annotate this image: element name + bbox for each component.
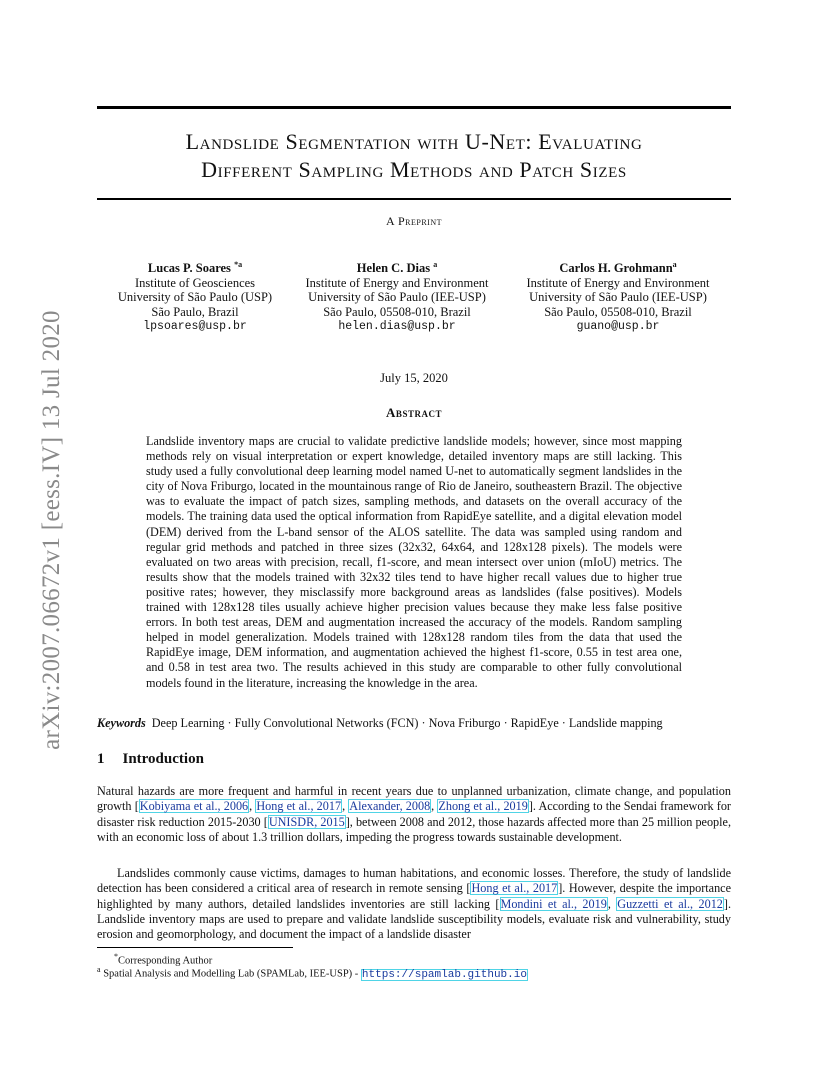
author-university: University of São Paulo (IEE-USP) — [308, 290, 486, 305]
citation-link[interactable]: UNISDR, 2015 — [268, 814, 345, 829]
footnote-lab: $^a$ Spatial Analysis and Modelling Lab (SPAMLab, IEE-USP) - https://spamlab.github.io — [97, 965, 527, 981]
body-paragraph: Natural hazards are more frequent and harmful in recent years due to unplanned urbanization, climate change, and population growth [Kobiyama et al., 2006, Hong et al., 2017, Alexander, 2008, Zhong et al., 2019]. According to the Sendai framework for disaster risk reduction 2015-2030 [UNISDR, 2015], between 2008 and 2012, those hazards affected more than 25 million people, with an economic loss of about 1.3 trillion dollars, impeding the progress towards sustainable development. — [97, 784, 731, 844]
author-affiliation: Institute of Geosciences — [134, 275, 256, 290]
paper-title — [97, 128, 731, 184]
author-name: Helen C. Dias $^a$ — [356, 260, 438, 276]
author-university: University of São Paulo (USP) — [117, 290, 273, 305]
author-name: Carlos H. Grohmann$^a$ — [559, 260, 677, 276]
author-marks: a — [433, 260, 438, 269]
author-block-2 — [294, 258, 500, 334]
section-title: Introduction — [122, 751, 204, 767]
title-line-1: Landslide Segmentation with U-Net: Evaluating — [185, 129, 643, 154]
author-email[interactable]: lpsoares@usp.br — [143, 319, 247, 333]
lab-url-link[interactable]: https://spamlab.github.io — [361, 968, 527, 981]
author-address: São Paulo, Brazil — [151, 304, 239, 319]
citation-link[interactable]: Hong et al., 2017 — [471, 881, 558, 896]
keywords — [97, 716, 757, 731]
author-marks: a — [672, 260, 677, 269]
citation-link[interactable]: Mondini et al., 2019 — [500, 896, 607, 911]
title-bottom-rule — [97, 198, 731, 200]
citation-link[interactable]: Alexander, 2008 — [349, 799, 431, 814]
title-line-2: Different Sampling Methods and Patch Sizes — [201, 157, 627, 182]
author-email[interactable]: guano@usp.br — [576, 319, 660, 333]
author-block-1 — [97, 258, 293, 334]
author-address: São Paulo, 05508-010, Brazil — [544, 304, 692, 319]
publication-date: July 15, 2020 — [380, 371, 448, 385]
footnote-rule — [97, 947, 293, 948]
section-heading — [97, 751, 204, 768]
abstract-heading: Abstract — [386, 405, 442, 420]
author-email[interactable]: helen.dias@usp.br — [338, 319, 456, 333]
citation-link[interactable]: Zhong et al., 2019 — [438, 799, 528, 814]
keywords-text: Deep Learning · Fully Convolutional Networks (FCN) · Nova Friburgo · RapidEye · Landslide mapping — [151, 716, 663, 730]
citation-link[interactable]: Kobiyama et al., 2006 — [139, 799, 249, 814]
author-affiliation: Institute of Energy and Environment — [305, 275, 489, 290]
arxiv-stamp-text: arXiv:2007.06672v1 [eess.IV] 13 Jul 2020 — [38, 310, 65, 750]
body-paragraph: Landslides commonly cause victims, damages to human habitations, and economic losses. Therefore, the study of landslide detection has been considered a critical area of research in remote sensing [Hong et al., 2017]. However, despite the importance highlighted by many authors, detailed landslides inventories are still lacking [Mondini et al., 2019, Guzzetti et al., 2012]. Landslide inventory maps are used to prepare and validate landslide susceptibility models, evaluate risk and vulnerability, study erosion and geomorphology, and document the impact of a landslide disaster — [97, 866, 731, 942]
title-top-rule — [97, 106, 731, 109]
author-address: São Paulo, 05508-010, Brazil — [323, 304, 471, 319]
author-marks: *a — [234, 260, 243, 269]
author-name: Lucas P. Soares $^{*a}$ — [147, 260, 243, 276]
abstract-text: Landslide inventory maps are crucial to validate predictive landslide models; however, since most mapping methods rely on visual interpretation or expert knowledge, detailed inventory maps are still lacking. This study used a fully convolutional deep learning model named U-net to automatically segment landslides in the city of Nova Friburgo, located in the mountainous range of Rio de Janeiro, southeastern Brazil. The objective was to evaluate the impact of patch sizes, sampling methods, and datasets on the overall accuracy of the models. The training data used the optical information from RapidEye satellite, and a digital elevation model (DEM) derived from the L-band sensor of the ALOS satellite. The data was sampled using random and regular grid methods and patched in three sizes (32x32, 64x64, and 128x128 pixels). The models were evaluated on two areas with precision, recall, f1-score, and mean intersect over union (mIoU) metrics. The results show that the models trained with 32x32 tiles tend to have higher recall values due to higher true positive rates; however, they misclassify more background areas as landslides (false positives). Models trained with 128x128 tiles usually achieve higher precision values because they make less false positive errors. In both test areas, DEM and augmentation increased the accuracy of the models. Random sampling helped in model generalization. Models trained with 128x128 random tiles from the data that used the RapidEye image, DEM information, and augmentation achieved the highest f1-score, 0.55 in test area one, and 0.58 in test area two. The results achieved in this study are comparable to other fully convolutional models found in the literature, increasing the knowledge in the area. — [146, 434, 682, 690]
citation-link[interactable]: Hong et al., 2017 — [256, 799, 342, 814]
preprint-label: A Preprint — [385, 214, 442, 228]
keywords-label: Keywords — [97, 716, 146, 730]
author-affiliation: Institute of Energy and Environment — [526, 275, 710, 290]
footnote-corresponding: *Corresponding Author — [114, 952, 213, 967]
section-number: 1 — [97, 751, 105, 767]
citation-link[interactable]: Guzzetti et al., 2012 — [617, 896, 723, 911]
author-university: University of São Paulo (IEE-USP) — [529, 290, 707, 305]
author-block-3 — [512, 258, 724, 334]
